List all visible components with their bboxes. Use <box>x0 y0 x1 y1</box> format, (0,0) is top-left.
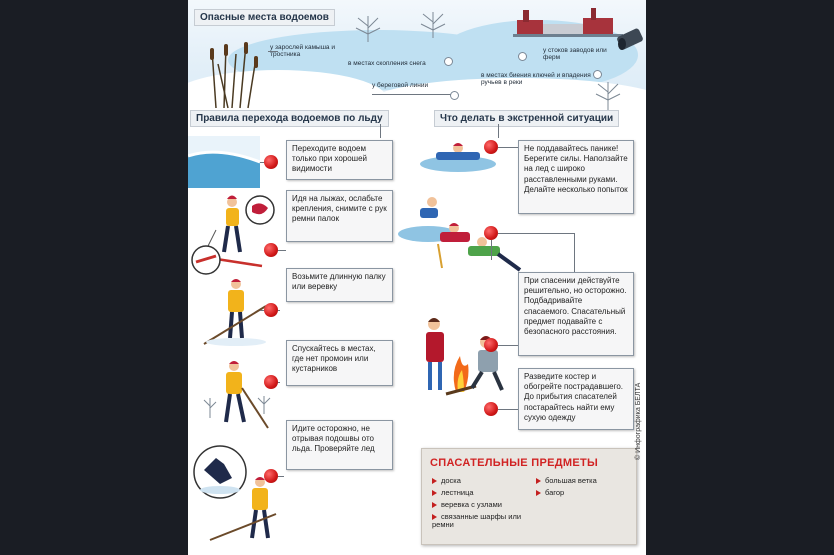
emergency-marker <box>484 140 498 154</box>
leader-line <box>498 147 518 148</box>
arrow-icon <box>536 478 541 484</box>
label-factory: у стоков заводов или ферм <box>543 47 607 62</box>
credit-text: © Инфографика БЕЛТА <box>635 382 642 460</box>
rule-marker <box>264 155 278 169</box>
leader-line <box>498 409 518 410</box>
rule-box: Идите осторожно, не отрывая подошвы ото льда. Проверяйте лед <box>286 420 393 470</box>
emergency-box: Не поддавайтесь панике! Берегите силы. Наползайте на лед с широко расставленными руками. Делайте несколько попыток <box>518 140 634 214</box>
rescue-item <box>432 477 461 485</box>
walking-on-ice-illustration <box>190 444 280 544</box>
emergency-marker <box>484 338 498 352</box>
leader-line <box>498 124 499 138</box>
factory-illustration <box>513 6 633 38</box>
rescue-item-label: лестница <box>441 488 474 497</box>
rescue-item <box>432 501 502 509</box>
leader-line <box>268 51 278 52</box>
rescue-item-label: большая ветка <box>545 476 597 485</box>
arrow-icon <box>432 514 437 520</box>
skier-illustration <box>190 190 280 280</box>
rescue-item <box>536 489 564 497</box>
marker-dot <box>518 52 527 61</box>
leader-line <box>372 94 452 95</box>
person-descending-illustration <box>202 358 276 430</box>
emergency-marker <box>484 402 498 416</box>
rescue-items-panel <box>421 448 637 545</box>
leader-line <box>491 240 492 260</box>
arrow-icon <box>432 502 437 508</box>
rescue-item <box>432 513 532 530</box>
rule-marker <box>264 469 278 483</box>
leader-line <box>498 233 574 234</box>
leader-line <box>574 233 575 273</box>
rescue-items-title: СПАСАТЕЛЬНЫЕ ПРЕДМЕТЫ <box>430 457 599 469</box>
arrow-icon <box>536 490 541 496</box>
rule-box: Возьмите длинную палку или веревку <box>286 268 393 302</box>
rescue-scene-illustration <box>398 188 528 288</box>
label-snow: в местах скопления снега <box>348 60 426 67</box>
label-springs: в местах биения ключей и впадения ручьев в реки <box>481 72 591 87</box>
rescue-item <box>536 477 597 485</box>
rule-marker <box>264 243 278 257</box>
rule-marker <box>264 375 278 389</box>
tree-illustration <box>413 8 453 38</box>
marker-dot <box>450 91 459 100</box>
emergency-box: Разведите костер и обогрейте пострадавшего. До прибытия спасателей постарайтесь найти ему сухую одежду <box>518 368 634 430</box>
arrow-icon <box>432 490 437 496</box>
rescue-item-label: веревка с узлами <box>441 500 502 509</box>
crossing-rules-heading: Правила перехода водоемов по льду <box>190 110 389 127</box>
rescue-item-label: багор <box>545 488 565 497</box>
rule-box: Переходите водоем только при хорошей видимости <box>286 140 393 180</box>
dangerous-places-heading: Опасные места водоемов <box>194 9 335 26</box>
marker-dot <box>444 57 453 66</box>
leader-line <box>380 124 381 138</box>
campfire-illustration <box>420 312 520 402</box>
label-reeds: у зарослей камыша и тростника <box>270 44 335 59</box>
emergency-marker <box>484 226 498 240</box>
person-with-pole-illustration <box>202 276 272 346</box>
rescue-item-label: доска <box>441 476 461 485</box>
ice-illustration <box>188 136 260 188</box>
rule-box: Спускайтесь в местах, где нет промоин или кустарников <box>286 340 393 386</box>
rule-box: Идя на лыжах, ослабьте крепления, снимите с рук ремни палок <box>286 190 393 242</box>
rescue-item-label: связанные шарфы или ремни <box>432 512 522 530</box>
emergency-heading: Что делать в экстренной ситуации <box>434 110 619 127</box>
dangerous-places-scene <box>188 0 646 110</box>
tree-illustration <box>348 12 388 42</box>
marker-dot <box>593 70 602 79</box>
label-shoreline: у береговой линии <box>372 82 429 89</box>
rule-marker <box>264 303 278 317</box>
infographic-poster <box>188 0 646 555</box>
arrow-icon <box>432 478 437 484</box>
rescue-item <box>432 489 474 497</box>
emergency-box: При спасении действуйте решительно, но осторожно. Подбадривайте спасаемого. Спасательный предмет подавайте с безопасного расстояния. <box>518 272 634 356</box>
leader-line <box>498 345 518 346</box>
reeds-illustration <box>206 40 266 110</box>
